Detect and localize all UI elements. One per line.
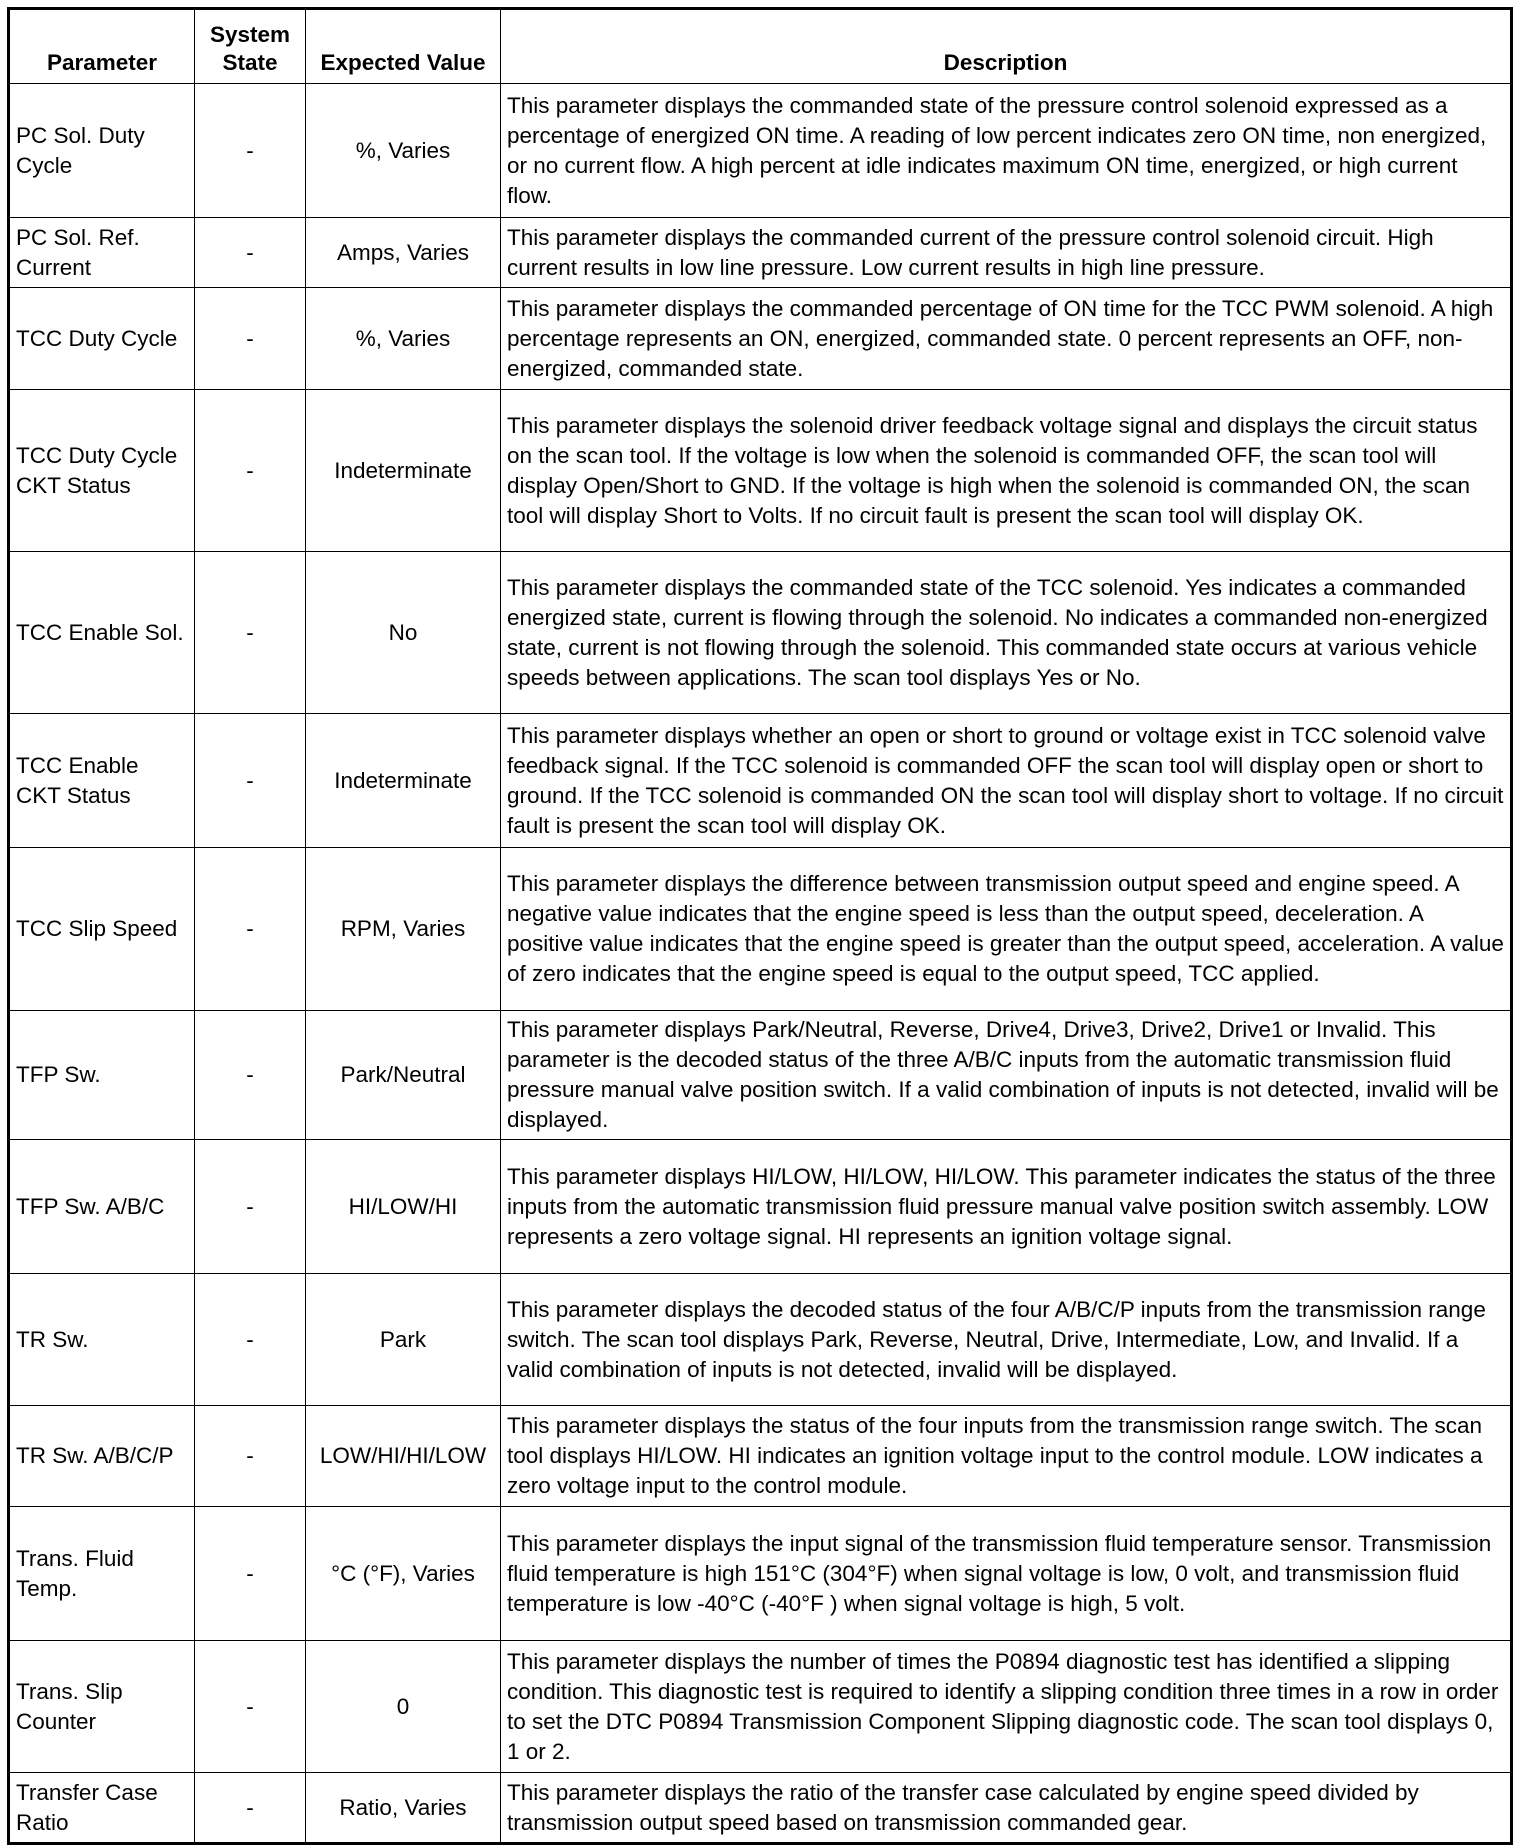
expected-value-cell: RPM, Varies <box>306 848 501 1011</box>
parameter-cell: TR Sw. A/B/C/P <box>9 1406 195 1507</box>
description-cell: This parameter displays the solenoid driver feedback voltage signal and displays the circuit status on the scan tool. If the voltage is low when the solenoid is commanded OFF, the scan tool will display Open/Short to GND. If the voltage is high when the solenoid is commanded ON, the scan tool will display Short to Volts. If no circuit fault is present the scan tool will display OK. <box>501 390 1512 552</box>
parameter-cell: TCC Enable Sol. <box>9 552 195 714</box>
description-cell: This parameter displays HI/LOW, HI/LOW, HI/LOW. This parameter indicates the status of the three inputs from the automatic transmission fluid pressure manual valve position switch assembly. LOW represents a zero voltage signal. HI represents an ignition voltage signal. <box>501 1140 1512 1274</box>
expected-value-cell: Indeterminate <box>306 714 501 848</box>
description-cell: This parameter displays the commanded percentage of ON time for the TCC PWM solenoid. A high percentage represents an ON, energized, commanded state. 0 percent represents an OFF, non-energized, commanded state. <box>501 288 1512 390</box>
expected-value-cell: No <box>306 552 501 714</box>
table-row <box>9 1406 1512 1507</box>
system-state-cell: - <box>195 390 306 552</box>
system-state-cell: - <box>195 1507 306 1641</box>
table-row <box>9 1011 1512 1140</box>
parameter-cell: Transfer Case Ratio <box>9 1773 195 1844</box>
expected-value-cell: %, Varies <box>306 288 501 390</box>
parameter-cell: TCC Duty Cycle CKT Status <box>9 390 195 552</box>
expected-value-cell: Park <box>306 1274 501 1406</box>
table-row <box>9 1773 1512 1844</box>
expected-value-cell: Amps, Varies <box>306 218 501 288</box>
table-row <box>9 1140 1512 1274</box>
parameter-cell: PC Sol. Ref. Current <box>9 218 195 288</box>
system-state-cell: - <box>195 1406 306 1507</box>
table-row <box>9 848 1512 1011</box>
description-cell: This parameter displays whether an open or short to ground or voltage exist in TCC solenoid valve feedback signal. If the TCC solenoid is commanded OFF the scan tool will display open or short to ground. If the TCC solenoid is commanded ON the scan tool will display short to voltage. If no circuit fault is present the scan tool will display OK. <box>501 714 1512 848</box>
parameter-cell: Trans. Slip Counter <box>9 1641 195 1773</box>
description-cell: This parameter displays the commanded state of the pressure control solenoid expressed as a percentage of energized ON time. A reading of low percent indicates zero ON time, non energized, or no current flow. A high percent at idle indicates maximum ON time, energized, or high current flow. <box>501 84 1512 218</box>
expected-value-cell: Ratio, Varies <box>306 1773 501 1844</box>
parameter-table <box>7 7 1513 1845</box>
parameter-cell: TCC Enable CKT Status <box>9 714 195 848</box>
parameter-cell: TFP Sw. <box>9 1011 195 1140</box>
parameter-cell: Trans. Fluid Temp. <box>9 1507 195 1641</box>
table-row <box>9 84 1512 218</box>
header-row <box>9 9 1512 84</box>
system-state-cell: - <box>195 1011 306 1140</box>
parameter-cell: TFP Sw. A/B/C <box>9 1140 195 1274</box>
header-parameter: Parameter <box>9 9 195 84</box>
table-row <box>9 288 1512 390</box>
description-cell: This parameter displays the status of the four inputs from the transmission range switch. The scan tool displays HI/LOW. HI indicates an ignition voltage input to the control module. LOW indicates a zero voltage input to the control module. <box>501 1406 1512 1507</box>
system-state-cell: - <box>195 218 306 288</box>
parameter-cell: TCC Duty Cycle <box>9 288 195 390</box>
header-system-state: System State <box>195 9 306 84</box>
expected-value-cell: °C (°F), Varies <box>306 1507 501 1641</box>
description-cell: This parameter displays Park/Neutral, Reverse, Drive4, Drive3, Drive2, Drive1 or Invalid. This parameter is the decoded status of the three A/B/C inputs from the automatic transmission fluid pressure manual valve position switch. If a valid combination of inputs is not detected, invalid will be displayed. <box>501 1011 1512 1140</box>
table-row <box>9 552 1512 714</box>
system-state-cell: - <box>195 1140 306 1274</box>
parameter-cell: PC Sol. Duty Cycle <box>9 84 195 218</box>
parameter-cell: TR Sw. <box>9 1274 195 1406</box>
expected-value-cell: Park/Neutral <box>306 1011 501 1140</box>
table-row <box>9 218 1512 288</box>
system-state-cell: - <box>195 1773 306 1844</box>
table-row <box>9 1507 1512 1641</box>
description-cell: This parameter displays the commanded state of the TCC solenoid. Yes indicates a commanded energized state, current is flowing through the solenoid. No indicates a commanded non-energized state, current is not flowing through the solenoid. This commanded state occurs at various vehicle speeds between applications. The scan tool displays Yes or No. <box>501 552 1512 714</box>
header-expected-value: Expected Value <box>306 9 501 84</box>
system-state-cell: - <box>195 714 306 848</box>
table-row <box>9 714 1512 848</box>
system-state-cell: - <box>195 1274 306 1406</box>
header-description: Description <box>501 9 1512 84</box>
table-row <box>9 390 1512 552</box>
expected-value-cell: LOW/HI/HI/LOW <box>306 1406 501 1507</box>
expected-value-cell: 0 <box>306 1641 501 1773</box>
expected-value-cell: HI/LOW/HI <box>306 1140 501 1274</box>
expected-value-cell: %, Varies <box>306 84 501 218</box>
expected-value-cell: Indeterminate <box>306 390 501 552</box>
description-cell: This parameter displays the difference between transmission output speed and engine speed. A negative value indicates that the engine speed is less than the output speed, deceleration. A positive value indicates that the engine speed is greater than the output speed, acceleration. A value of zero indicates that the engine speed is equal to the output speed, TCC applied. <box>501 848 1512 1011</box>
system-state-cell: - <box>195 848 306 1011</box>
parameter-cell: TCC Slip Speed <box>9 848 195 1011</box>
description-cell: This parameter displays the commanded current of the pressure control solenoid circuit. High current results in low line pressure. Low current results in high line pressure. <box>501 218 1512 288</box>
description-cell: This parameter displays the ratio of the transfer case calculated by engine speed divided by transmission output speed based on transmission commanded gear. <box>501 1773 1512 1844</box>
description-cell: This parameter displays the input signal of the transmission fluid temperature sensor. Transmission fluid temperature is high 151°C (304°F) when signal voltage is low, 0 volt, and transmission fluid temperature is low -40°C (-40°F ) when signal voltage is high, 5 volt. <box>501 1507 1512 1641</box>
description-cell: This parameter displays the number of times the P0894 diagnostic test has identified a slipping condition. This diagnostic test is required to identify a slipping condition three times in a row in order to set the DTC P0894 Transmission Component Slipping diagnostic code. The scan tool displays 0, 1 or 2. <box>501 1641 1512 1773</box>
system-state-cell: - <box>195 1641 306 1773</box>
system-state-cell: - <box>195 288 306 390</box>
system-state-cell: - <box>195 84 306 218</box>
table-row <box>9 1641 1512 1773</box>
table-row <box>9 1274 1512 1406</box>
system-state-cell: - <box>195 552 306 714</box>
description-cell: This parameter displays the decoded status of the four A/B/C/P inputs from the transmission range switch. The scan tool displays Park, Reverse, Neutral, Drive, Intermediate, Low, and Invalid. If a valid combination of inputs is not detected, invalid will be displayed. <box>501 1274 1512 1406</box>
